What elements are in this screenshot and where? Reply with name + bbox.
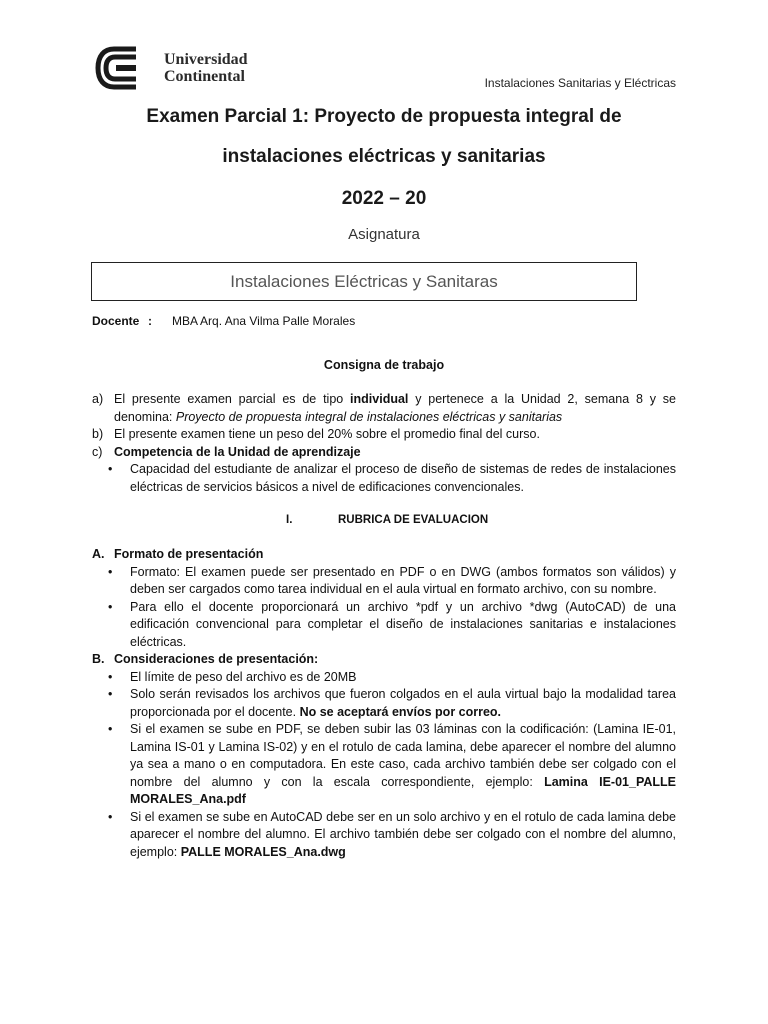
continental-logo-icon [92,43,156,93]
bullet-text: Capacidad del estudiante de analizar el proceso de diseño de sistemas de redes de instalaciones eléctricas de servicios básicos a nivel de edificaciones convencionales. [130,462,676,494]
item-marker: c) [92,444,103,459]
bullet-item [92,564,676,599]
section-heading [92,651,676,669]
list-item [92,426,676,444]
rubric-title: RUBRICA DE EVALUACION [338,514,489,526]
bullet-item [92,669,676,687]
bullet-text: Para ello el docente proporcionará un archivo *pdf y un archivo *dwg (AutoCAD) de una edificación convencional para completar el diseño de instalaciones sanitarias e instalaciones eléctricas. [130,599,676,649]
section-title: Consideraciones de presentación: [114,652,319,666]
section-marker: A. [92,547,105,561]
exam-title-line-1: Examen Parcial 1: Proyecto de propuesta integral de [146,106,622,127]
text-bold: individual [350,392,409,406]
item-text: El presente examen tiene un peso del 20% sobre el promedio final del curso. [114,427,540,441]
docente-line [92,314,355,328]
section-title: Formato de presentación [114,547,264,561]
bullet-text [130,721,676,809]
item-text [114,391,676,426]
consigna-list [92,391,676,496]
list-item [92,444,676,462]
list-item [92,391,676,426]
bullet-icon: • [108,722,113,736]
bullet-item [92,721,676,809]
item-marker: b) [92,427,104,441]
subject-label: Asignatura [348,226,420,243]
text-segment: Si el examen se sube en PDF, se deben subir las 03 láminas con la codificación: (Lamina IE-01, Lamina IS-01 y Lamina IS-02) y en el rotulo de cada lamina, debe aparecer el nombre del alumno ya sea a mano o en computadora. En este caso, cada archivo también debe ser colgado con el nombre del alumno y con la escala correspondiente, ejemplo: [130,722,676,789]
consigna-heading: Consigna de trabajo [323,358,445,372]
text-segment: Si el examen se sube en AutoCAD debe ser en un solo archivo y en el rotulo de cada lamina debe aparecer el nombre del alumno. El archivo también debe ser colgado con el nombre del alumno, ejemplo: [130,809,676,859]
docente-value: MBA Arq. Ana Vilma Palle Morales [172,314,356,328]
bullet-icon: • [108,564,113,579]
section-marker: B. [92,652,105,666]
exam-period: 2022 – 20 [341,188,427,209]
exam-title-line-2: instalaciones eléctricas y sanitarias [222,146,546,167]
docente-colon: : [148,314,152,328]
item-text: Competencia de la Unidad de aprendizaje [114,444,361,459]
bullet-item [92,599,676,652]
logo-line-2: Continental [164,68,245,85]
bullet-text: Formato: El examen puede ser presentado en PDF o en DWG (ambos formatos son válidos) y deben ser cargados como tarea individual en el aula virtual en formato archivo, con su nombre. [130,564,676,596]
logo-line-1: Universidad [164,51,248,68]
subject-box [91,262,637,301]
item-marker: a) [92,392,104,406]
subject-value: Instalaciones Eléctricas y Sanitaras [230,271,498,291]
text-segment: El presente examen parcial es de tipo [114,392,351,406]
bullet-text [130,809,676,862]
bullet-icon: • [108,809,113,824]
bullet-text: El límite de peso del archivo es de 20MB [130,669,357,684]
section-heading [92,546,676,564]
university-logo [92,42,272,94]
docente-label: Docente [92,314,140,328]
header-course-name: Instalaciones Sanitarias y Eléctricas [484,76,676,90]
bullet-icon: • [108,687,113,701]
text-bold: Lamina IE-01_PALLE MORALES_Ana.pdf [130,774,676,806]
bullet-icon: • [108,599,113,614]
text-bold: No se aceptará envíos por correo. [299,704,502,719]
text-bold: PALLE MORALES_Ana.dwg [180,844,346,859]
text-segment: y pertenece a la Unidad 2, semana 8 y se denomina: [114,392,677,424]
rubric-number: I. [286,514,293,526]
bullet-icon: • [108,462,113,476]
text-italic: Proyecto de propuesta integral de instalaciones eléctricas y sanitarias [175,409,563,424]
bullet-icon: • [108,669,113,684]
bullet-item [92,686,676,721]
bullet-item [92,461,676,496]
logo-wordmark [164,51,248,85]
bullet-text [130,686,676,721]
text-segment: Solo serán revisados los archivos que fueron colgados en el aula virtual bajo la modalidad tarea proporcionada por el docente. [130,687,676,719]
sections-list [92,546,676,861]
bullet-item [92,809,676,862]
